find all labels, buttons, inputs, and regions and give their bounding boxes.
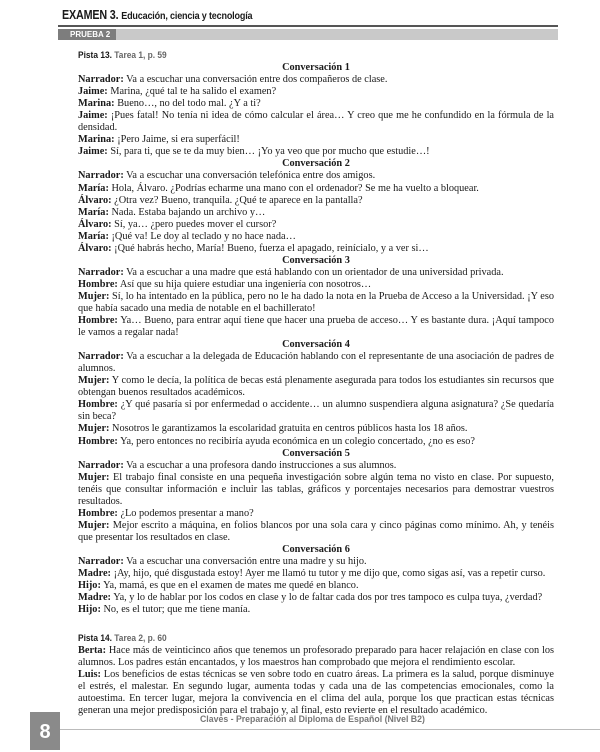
utterance: ¿Y qué pasaría si por enfermedad o accidente… un alumno suspendiera alguna asignatura? ¿Se quedaría sin beca? <box>78 399 555 423</box>
utterance: Va a escuchar a la delegada de Educación hablando con el representante de una asociación de padres de alumnos. <box>78 351 555 375</box>
dialogue-line <box>78 243 554 255</box>
conversation-title: Conversación 1 <box>282 62 350 74</box>
utterance: Ya, pero entonces no recibiría ayuda económica en un colegio concertado, ¿no es eso? <box>120 435 475 447</box>
speaker: Álvaro: <box>78 194 112 206</box>
dialogue-line <box>78 134 554 146</box>
pista13-label: Pista 13. <box>78 50 112 60</box>
utterance: ¡Pues fatal! No tenía ni idea de cómo calcular el área… Y creo que me he confundido en la fórmula de la densidad. <box>78 110 554 134</box>
speaker: Mujer: <box>78 423 110 435</box>
speaker: Jaime: <box>78 110 108 122</box>
page-number: 8 <box>30 712 60 750</box>
utterance: No, es el tutor; que me tiene manía. <box>103 604 251 616</box>
utterance: Va a escuchar una conversación telefónica entre dos amigos. <box>126 170 376 182</box>
utterance: Bueno…, no del todo mal. ¿Y a ti? <box>117 98 261 110</box>
dialogue-line <box>78 556 554 568</box>
speaker: Madre: <box>78 568 111 580</box>
utterance: Va a escuchar a una profesora dando instrucciones a sus alumnos. <box>126 459 397 471</box>
speaker: María: <box>78 182 109 194</box>
utterance: Y como le decía, la política de becas está plenamente asegurada para todos los estudiantes sin recursos que obtengan buenos resultados académicos. <box>78 375 554 399</box>
pista14-label: Pista 14. <box>78 633 112 643</box>
utterance: Va a escuchar una conversación entre una madre y su hijo. <box>126 555 367 567</box>
page-footer <box>0 712 600 750</box>
exam-number: EXAMEN 3. <box>62 8 119 22</box>
dialogue-line <box>78 267 554 279</box>
dialogue-line <box>78 231 554 243</box>
dialogue-line <box>78 645 554 669</box>
speaker: Mujer: <box>78 471 110 483</box>
prueba-bar <box>58 29 558 40</box>
utterance: Sí, ya… ¿pero puedes mover el cursor? <box>114 218 277 230</box>
speaker: Jaime: <box>78 146 108 158</box>
utterance: ¡Ay, hijo, qué disgustada estoy! Ayer me llamó tu tutor y me dijo que, como sigas así, vas a repetir curso. <box>113 568 546 580</box>
conversation-title: Conversación 5 <box>282 447 350 459</box>
utterance: Nada. Estaba bajando un archivo y… <box>111 206 266 218</box>
dialogue-line <box>78 351 554 375</box>
conversation-title: Conversación 6 <box>282 543 350 555</box>
utterance: Sí, lo ha intentado en la pública, pero no le ha dado la nota en la Prueba de Acceso a la Universidad. ¡Y eso que había sacado una media de notable en el bachillerato! <box>78 290 555 314</box>
speaker: Narrador: <box>78 74 124 86</box>
dialogue-line <box>78 98 554 110</box>
dialogue-line <box>78 219 554 231</box>
utterance: ¿Otra vez? Bueno, tranquila. ¿Qué te aparece en la pantalla? <box>114 194 363 206</box>
utterance: Ya, mamá, es que en el examen de mates me quedé en blanco. <box>103 580 359 592</box>
page-header <box>58 6 558 28</box>
utterance: Los beneficios de estas técnicas se ven sobre todo en cuatro áreas. La primera es la salud, porque disminuye el estrés, el malestar. En segundo lugar, aumenta todas y cada una de las competencias emocionales, como la autoestima. En tercer lugar, mejora la convivencia en el clima del aula, porque los que practican estas técnicas generan una mejor predisposición para el trabajo y, al final, esto revierte en el resultado académico. <box>78 669 554 717</box>
conversations-list <box>78 62 554 616</box>
speaker: María: <box>78 230 109 242</box>
dialogue-line <box>78 86 554 98</box>
utterance: ¡Qué habrás hecho, María! Bueno, fuerza el apagado, reinícialo, y a ver si… <box>114 242 429 254</box>
conversation-title: Conversación 3 <box>282 254 350 266</box>
conversation-title: Conversación 4 <box>282 339 350 351</box>
dialogue-line <box>78 592 554 604</box>
utterance: Va a escuchar a una madre que está hablando con un orientador de una universidad privada. <box>126 266 504 278</box>
speaker: Luis: <box>78 669 101 681</box>
speaker: Hijo: <box>78 580 101 592</box>
pista13-tarea: Tarea 1, p. 59 <box>114 50 167 60</box>
utterance: Marina, ¿qué tal te ha salido el examen? <box>110 86 277 98</box>
speaker: Mujer: <box>78 375 110 387</box>
dialogue-line <box>78 568 554 580</box>
speaker: Hombre: <box>78 507 118 519</box>
utterance: El trabajo final consiste en una pequeña investigación sobre algún tema no visto en clase. Por supuesto, tenéis que consultar información e incluir las tablas, gráficos y porcentajes necesarios para demostrar vuestros resultados. <box>78 471 554 507</box>
utterance: ¡Qué va! Le doy al teclado y no hace nada… <box>111 230 296 242</box>
utterance: Así que su hija quiere estudiar una ingeniería con nosotros… <box>119 278 372 290</box>
speaker: Narrador: <box>78 266 124 278</box>
speaker: Mujer: <box>78 519 110 531</box>
utterance: Nosotros le garantizamos la escolaridad gratuita en centros públicos hasta los 18 años. <box>112 423 468 435</box>
speaker: María: <box>78 206 109 218</box>
utterance: Mejor escrito a máquina, en folios blancos por una sola cara y cinco páginas como mínimo. Ah, y tenéis que presentar los resultados en clase. <box>78 519 554 543</box>
speaker: Marina: <box>78 134 115 146</box>
dialogue-line <box>78 460 554 472</box>
pista13-heading <box>78 49 506 61</box>
dialogue-line <box>78 580 554 592</box>
dialogue-line <box>78 604 554 616</box>
utterance: ¡Pero Jaime, si era superfácil! <box>117 134 240 146</box>
utterance: Ya… Bueno, para entrar aquí tiene que hacer una prueba de acceso… Y es bastante dura. ¡Aquí tampoco le vamos a regalar nada! <box>78 315 554 339</box>
dialogue-line <box>78 315 554 339</box>
dialogue-line <box>78 669 554 717</box>
utterance: Ya, y lo de hablar por los codos en clase y lo de faltar cada dos por tres tampoco es culpa tuya, ¿verdad? <box>113 592 543 604</box>
pista14-heading <box>78 632 506 644</box>
dialogue-line <box>78 375 554 399</box>
speaker: Marina: <box>78 98 115 110</box>
dialogue-line <box>78 436 554 448</box>
utterance: Va a escuchar una conversación entre dos compañeros de clase. <box>126 74 388 86</box>
exam-topic: Educación, ciencia y tecnología <box>121 10 253 22</box>
dialogue-line <box>78 291 554 315</box>
dialogue-line <box>78 423 554 435</box>
utterance: Hola, Álvaro. ¿Podrías echarme una mano con el ordenador? Se me ha vuelto a bloquear. <box>111 182 479 194</box>
speaker: Narrador: <box>78 459 124 471</box>
speaker: Álvaro: <box>78 242 112 254</box>
speaker: Hijo: <box>78 604 101 616</box>
dialogue-line <box>78 399 554 423</box>
dialogue-line <box>78 508 554 520</box>
pista14-tarea: Tarea 2, p. 60 <box>114 633 167 643</box>
speaker: Narrador: <box>78 555 124 567</box>
speaker: Álvaro: <box>78 218 112 230</box>
utterance: Sí, para ti, que se te da muy bien… ¡Yo ya veo que por mucho que estudie…! <box>110 146 430 158</box>
dialogue-line <box>78 170 554 182</box>
utterance: ¿Lo podemos presentar a mano? <box>120 507 254 519</box>
speaker: Narrador: <box>78 351 124 363</box>
pista14-lines <box>78 645 554 717</box>
speaker: Hombre: <box>78 278 118 290</box>
dialogue-line <box>78 183 554 195</box>
speaker: Hombre: <box>78 435 118 447</box>
dialogue-line <box>78 146 554 158</box>
dialogue-line <box>78 74 554 86</box>
dialogue-line <box>78 472 554 508</box>
footer-rule <box>60 729 600 730</box>
pista14-section <box>78 632 554 717</box>
exam-heading <box>62 8 252 22</box>
dialogue-line <box>78 207 554 219</box>
speaker: Narrador: <box>78 170 124 182</box>
conversation-title: Conversación 2 <box>282 158 350 170</box>
utterance: Hace más de veinticinco años que tenemos un profesorado preparado para hacer relajación en clase con los alumnos. Los padres están encantados, y los maestros han comprobado que mejora el rendimiento escolar. <box>78 645 554 669</box>
speaker: Jaime: <box>78 86 108 98</box>
speaker: Hombre: <box>78 315 118 327</box>
dialogue-line <box>78 195 554 207</box>
prueba-label: PRUEBA 2 <box>58 29 116 40</box>
speaker: Madre: <box>78 592 111 604</box>
speaker: Hombre: <box>78 399 118 411</box>
speaker: Berta: <box>78 645 107 657</box>
speaker: Mujer: <box>78 290 110 302</box>
dialogue-line <box>78 110 554 134</box>
pista13-section <box>78 49 554 616</box>
header-rule <box>58 25 558 27</box>
dialogue-line <box>78 520 554 544</box>
footer-book-title: Claves - Preparación al Diploma de Español (Nivel B2) <box>200 714 425 725</box>
dialogue-line <box>78 279 554 291</box>
